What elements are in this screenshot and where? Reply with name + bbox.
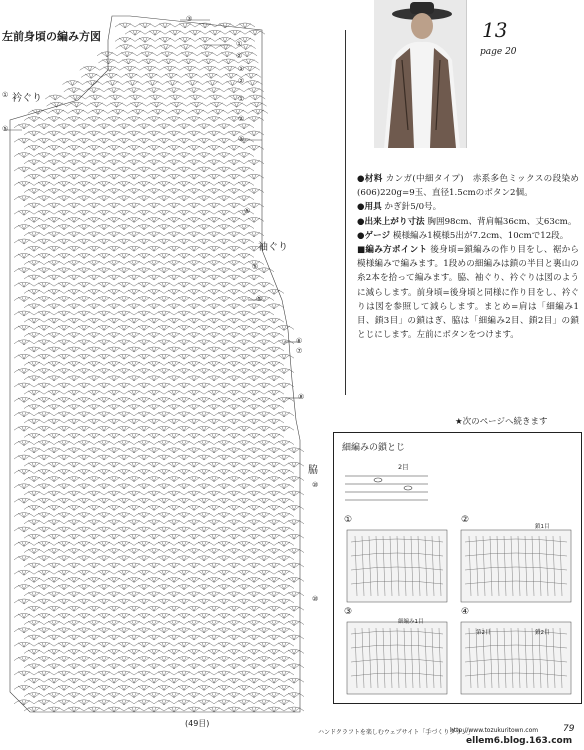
- right-row-label: ②: [238, 115, 245, 123]
- right-row-label: ⑩: [312, 595, 319, 603]
- gauge-line: [357, 229, 579, 243]
- tools-text: かぎ針5/0号。: [384, 202, 442, 213]
- right-row-label: ①: [238, 65, 245, 73]
- bottom-stitch-count: (49目): [185, 719, 210, 728]
- page-reference: page 20: [480, 47, 517, 57]
- armhole-label: 袖ぐり: [258, 242, 288, 253]
- size-key: ●出来上がり寸法: [357, 216, 425, 227]
- instructions: [357, 172, 579, 342]
- technique-chart: [345, 476, 428, 500]
- points-line: [357, 243, 579, 342]
- materials-line: [357, 172, 579, 200]
- step-2-number: ②: [461, 515, 470, 525]
- side-label: 脇: [308, 465, 318, 476]
- gauge-text: 模様編み1模様5出が7.2cm、10cmで12段。: [392, 230, 569, 241]
- right-row-label: ⑥: [296, 337, 303, 345]
- step-4-number: ④: [461, 607, 470, 617]
- right-row-label: ⑤: [256, 295, 263, 303]
- technique-count: 2目: [398, 463, 409, 471]
- column-divider: [345, 30, 346, 395]
- footer-tagline: ハンドクラフトを楽しむウェブサイト「手づくりタウン」: [318, 729, 474, 736]
- right-row-label: ②: [236, 52, 243, 60]
- right-row-label: ⑩: [312, 481, 319, 489]
- right-row-label: ⑤: [244, 207, 251, 215]
- continued-note: ★次のページへ続きます: [455, 417, 548, 427]
- neckline-label: 衿ぐり: [12, 93, 42, 104]
- right-row-label: ⑦: [296, 347, 303, 355]
- right-row-label: ②: [238, 77, 245, 85]
- step-3-number: ③: [344, 607, 353, 617]
- right-row-label: ③: [186, 15, 193, 23]
- points-text: 後身頃=鎖編みの作り目をし、裾から模様編みで編みます。1段めの細編みは鎖の半目と裏山の糸2本を拾って編みます。脇、袖ぐり、衿ぐりは図のように減らします。前身頃=後身頃と同様に作り目をし、衿ぐりは図を参照して減らします。まとめ=肩は「細編み1目、鎖3目」の鎖はぎ、脇は「細編み2目、鎖2目」の鎖とじにします。左前にボタンをつけます。: [357, 245, 580, 341]
- pattern-number: 13: [482, 18, 508, 42]
- footer-url[interactable]: http://www.tozukuritown.com: [450, 727, 539, 734]
- right-row-label: ①: [238, 135, 245, 143]
- technique-illustrations: [333, 432, 580, 702]
- step-4-note-a: 第2目: [476, 630, 491, 636]
- step-2-note: 鎖1目: [535, 524, 550, 530]
- left-row-label: ⑤: [2, 125, 9, 133]
- materials-text: カンガ(中細タイプ) 赤系多色ミックスの段染め(606)220g=9玉、直径1.5cmのボタン2個。: [357, 174, 579, 199]
- page-number: 79: [563, 724, 575, 734]
- tools-line: [357, 200, 579, 214]
- step-1-number: ①: [344, 515, 353, 525]
- left-row-label: ①: [2, 91, 9, 99]
- points-key: ■編み方ポイント: [357, 245, 428, 256]
- step-3-note: 細編み1目: [398, 619, 424, 625]
- chart-stitch-pattern: [14, 23, 304, 712]
- right-row-label: ⑤: [252, 263, 259, 271]
- model-photo-illustration: [374, 0, 466, 148]
- right-row-label: ①: [238, 95, 245, 103]
- gauge-key: ●ゲージ: [357, 230, 391, 241]
- size-line: [357, 215, 579, 229]
- technique-title: 細編みの鎖とじ: [342, 443, 406, 453]
- blog-watermark: ellem6.blog.163.com: [466, 736, 573, 746]
- model-photo: [374, 0, 467, 148]
- diagram-title: 左前身頃の編み方図: [2, 30, 101, 43]
- right-row-label: ⑧: [298, 393, 305, 401]
- size-text: 胸囲98cm、背肩幅36cm、丈63cm。: [427, 216, 577, 227]
- materials-key: ●材料: [357, 174, 383, 184]
- step-4-note-b: 鎖2目: [535, 630, 550, 636]
- right-row-label: ①: [236, 40, 243, 48]
- tools-key: ●用具: [357, 202, 382, 213]
